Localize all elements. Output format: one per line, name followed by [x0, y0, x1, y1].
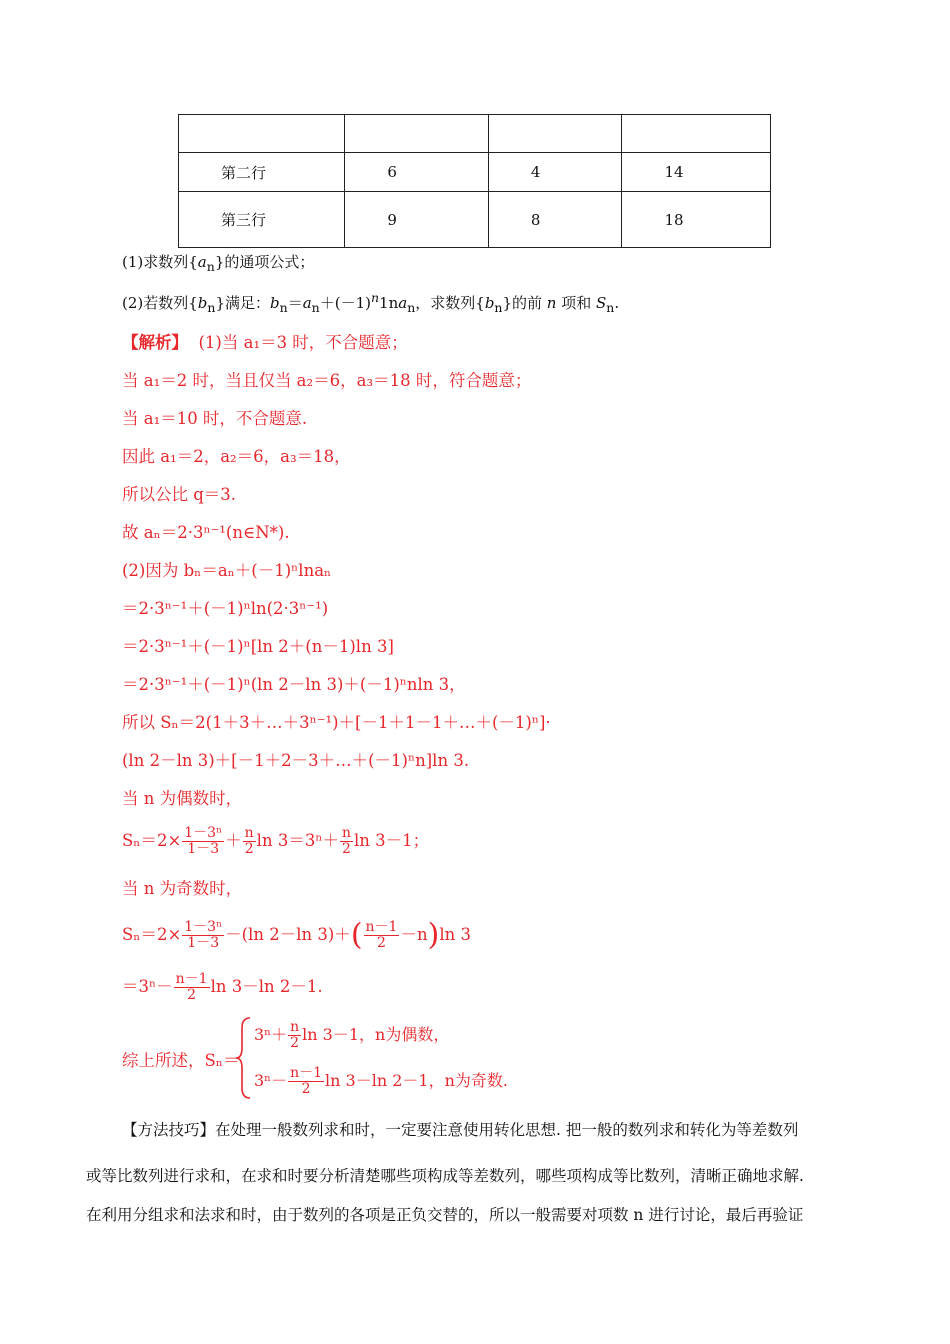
method-tip-line-2: 或等比数列进行求和，在求和时要分析清楚哪些项构成等差数列，哪些项构成等比数列，清晰正确地求解. — [86, 1167, 804, 1185]
solution-line-9: ＝2·3ⁿ⁻¹＋(－1)ⁿ[ln 2＋(n－1)ln 3] — [122, 637, 394, 656]
solution-line-5: 所以公比 q＝3. — [122, 485, 237, 504]
table-cell: 第三行 — [179, 192, 345, 248]
question-2: (2)若数列$\{b_n\}$满足：$b_n=a_n+(-1)^n1na_n$，求数列$\{b_n\}$的前 n 项和 $S_n$. — [122, 290, 620, 315]
summary-case-odd: 3ⁿ－ $\frac{n-1}{2}$ ln 3－ln 2－1，n为奇数. — [254, 1065, 508, 1097]
solution-line-2: 当 a₁＝2 时，当且仅当 a₂＝6，a₃＝18 时，符合题意； — [122, 371, 532, 390]
table-cell: 8 — [488, 192, 622, 248]
table-cell — [488, 115, 622, 153]
table-cell: 4 — [488, 153, 622, 192]
left-brace — [234, 1016, 254, 1100]
fraction: $\frac{\text{1－3ⁿ}}{1-3}$ — [184, 919, 223, 951]
solution-line-even-sum: Sₙ＝2× $\frac{\text{1－3ⁿ}}{1-3}$ ＋ $\frac{n}{2}$ ln 3＝3ⁿ＋ $\frac{n}{2}$ ln 3－1； — [122, 825, 430, 857]
solution-line-odd-result: ＝3ⁿ－ $\frac{n-1}{2}$ ln 3－ln 2－1. — [122, 971, 323, 1003]
fraction: $\frac{n-1}{2}$ — [365, 919, 398, 951]
table-cell — [179, 115, 345, 153]
table-cell: 18 — [622, 192, 771, 248]
solution-line-1: 【解析】 (1)当 a₁＝3 时，不合题意； — [122, 333, 408, 352]
table-cell: 6 — [345, 153, 489, 192]
solution-line-3: 当 a₁＝10 时，不合题意. — [122, 409, 308, 428]
table-row — [179, 153, 771, 192]
solution-line-7: (2)因为 bₙ＝aₙ＋(－1)ⁿlnaₙ — [122, 561, 332, 580]
table-row — [179, 115, 771, 153]
table-cell: 9 — [345, 192, 489, 248]
method-tip-line-1: 【方法技巧】在处理一般数列求和时，一定要注意使用转化思想. 把一般的数列求和转化为等差数列 — [122, 1121, 799, 1139]
solution-summary-label: 综上所述，Sₙ＝ — [122, 1051, 240, 1070]
solution-line-12: (ln 2－ln 3)＋[－1＋2－3＋…＋(－1)ⁿn]ln 3. — [122, 751, 470, 770]
solution-line-8: ＝2·3ⁿ⁻¹＋(－1)ⁿln(2·3ⁿ⁻¹) — [122, 599, 329, 618]
solution-line-10: ＝2·3ⁿ⁻¹＋(－1)ⁿ(ln 2－ln 3)＋(－1)ⁿnln 3， — [122, 675, 466, 694]
solution-line-11: 所以 Sₙ＝2(1＋3＋…＋3ⁿ⁻¹)＋[－1＋1－1＋…＋(－1)ⁿ]· — [122, 713, 551, 732]
method-tip-line-3: 在利用分组求和法求和时，由于数列的各项是正负交替的，所以一般需要对项数 n 进行讨论，最后再验证 — [86, 1206, 804, 1224]
table-cell — [345, 115, 489, 153]
table-cell — [622, 115, 771, 153]
fraction: $\frac{n-1}{2}$ — [175, 971, 208, 1003]
fraction: $\frac{n-1}{2}$ — [290, 1065, 323, 1097]
table-row — [179, 192, 771, 248]
solution-tag: 【解析】 — [122, 333, 188, 352]
fraction: $\frac{n}{2}$ — [341, 825, 351, 857]
fraction: $\frac{\text{1－3ⁿ}}{1-3}$ — [184, 825, 223, 857]
table-cell: 14 — [622, 153, 771, 192]
solution-line-15: 当 n 为奇数时， — [122, 879, 243, 898]
solution-line-13: 当 n 为偶数时， — [122, 789, 243, 808]
fraction: $\frac{n}{2}$ — [290, 1019, 300, 1051]
solution-line-6: 故 aₙ＝2·3ⁿ⁻¹(n∈N*). — [122, 523, 290, 542]
question-1: (1)求数列$\{a_n\}$的通项公式； — [122, 253, 315, 274]
summary-case-even: 3ⁿ＋ $\frac{n}{2}$ ln 3－1，n为偶数， — [254, 1019, 450, 1051]
solution-line-4: 因此 a₁＝2，a₂＝6，a₃＝18， — [122, 447, 351, 466]
data-table — [178, 114, 771, 248]
fraction: $\frac{n}{2}$ — [244, 825, 254, 857]
solution-line-odd-sum: Sₙ＝2× $\frac{\text{1－3ⁿ}}{1-3}$ －(ln 2－ln 3)＋( $\frac{n-1}{2}$ －n)ln 3 — [122, 917, 471, 953]
table-cell: 第二行 — [179, 153, 345, 192]
